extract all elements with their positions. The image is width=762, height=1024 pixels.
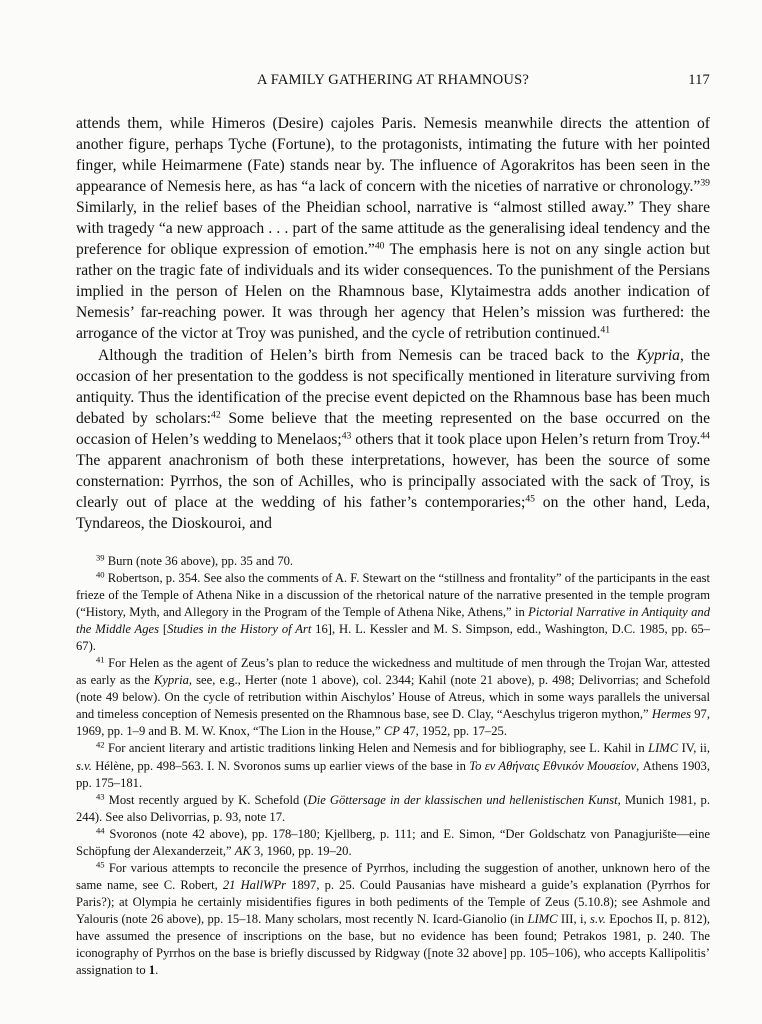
page (76, 72, 710, 979)
footnote-41: $^{41}$ For Helen as the agent of Zeus’s plan to reduce the wickedness and multitude of men through the Trojan War, attested as early as the Kypria, see, e.g., Herter (note 1 above), col. 2344; Kahil (note 21 above), p. 498; Delivorrias; and Schefold (note 49 below). On the cycle of retribution within Aischylos’ House of Atreus, which in some ways parallels the universal and timeless conception of Nemesis presented on the Rhamnous base, see D. Clay, “Aeschylus trigeron mython,” Hermes 97, 1969, pp. 1–9 and B. M. W. Knox, “The Lion in the House,” CP 47, 1952, pp. 17–25. (76, 654, 710, 739)
footnote-45: $^{45}$ For various attempts to reconcile the presence of Pyrrhos, including the suggestion of another, unknown hero of the same name, see C. Robert, 21 HallWPr 1897, p. 25. Could Pausanias have misheard a guide’s explanation (Pyrrhos for Paris?); at Olympia he certainly misidentifies figures in both pediments of the Temple of Zeus (5.10.8); see Ashmole and Yalouris (note 26 above), pp. 15–18. Many scholars, most recently N. Icard-Gianolio (in LIMC III, i, s.v. Epochos II, p. 812), have assumed the presence of inscriptions on the base, but no evidence has been found; Petrakos 1981, p. 240. The iconography of Pyrrhos on the base is briefly discussed by Ridgway ([note 32 above] pp. 105–106), who accepts Kallipolitis’ assignation to 1. (76, 859, 711, 978)
footnote-ref-41[interactable]: 41 (600, 325, 611, 337)
footnote-40: $^{40}$ Robertson, p. 354. See also the comments of A. F. Stewart on the “stillness and frontality” of the participants in the east frieze of the Temple of Athena Nike in a discussion of the rhetorical nature of the narrative presented in the temple program (“History, Myth, and Allegory in the Program of the Temple of Athena Nike, Athens,” in Pictorial Narrative in Antiquity and the Middle Ages [Studies in the History of Art 16], H. L. Kessler and M. S. Simpson, edd., Washington, D.C. 1985, pp. 65–67). (76, 569, 710, 654)
footnote-ref-44[interactable]: 44 (700, 430, 710, 442)
paragraph-1: attends them, while Himeros (Desire) cajoles Paris. Nemesis meanwhile directs the attention of another figure, perhaps Tyche (Fortune), to the protagonists, intimating the future with her pointed finger, while Heimarmene (Fate) stands near by. The influence of Agorakritos has been seen in the appearance of Nemesis here, as has “a lack of concern with the niceties of narrative or chronology.”$^{39}$ Similarly, in the relief bases of the Pheidian school, narrative is “almost stilled away.” They share with tragedy “a new approach . . . part of the same attitude as the generalising ideal tendency and the preference for oblique expression of emotion.”$^{40}$ The emphasis here is not on any single action but rather on the tragic fate of individuals and its wider consequences. To the punishment of the Persians implied in the person of Helen on the Rhamnous base, Klytaimestra adds another indication of Nemesis’ far-reaching power. It was through her agency that Helen’s mission was furthered: the arrogance of the victor at Troy was punished, and the cycle of retribution continued.$^{41}$ (76, 115, 710, 343)
italic-title: Kypria (636, 346, 680, 364)
footnote-ref-45[interactable]: 45 (525, 493, 535, 505)
footnote-ref-43[interactable]: 43 (341, 430, 352, 442)
footnote-42: $^{42}$ For ancient literary and artistic traditions linking Helen and Nemesis and for bibliography, see L. Kahil in LIMC IV, ii, s.v. Hélène, pp. 498–563. I. N. Svoronos sums up earlier views of the base in Το εν Αθήναις Εθνικόν Μουσείον, Athens 1903, pp. 175–181. (76, 739, 710, 790)
page-number: 117 (688, 72, 710, 88)
running-head: A FAMILY GATHERING AT RHAMNOUS? (257, 72, 529, 88)
footnote-ref-42[interactable]: 42 (210, 409, 221, 421)
footnote-43: $^{43}$ Most recently argued by K. Schefold (Die Göttersage in der klassischen und hellenistischen Kunst, Munich 1981, p. 244). See also Delivorrias, p. 93, note 17. (76, 790, 711, 824)
footnote-44: $^{44}$ Svoronos (note 42 above), pp. 178–180; Kjellberg, p. 111; and E. Simon, “Der Goldschatz von Panagjurište—eine Schöpfung der Alexanderzeit,” AK 3, 1960, pp. 19–20. (76, 824, 710, 858)
footnote-ref-40[interactable]: 40 (374, 240, 385, 252)
paragraph-2: Although the tradition of Helen’s birth from Nemesis can be traced back to the Kypria, the occasion of her presentation to the goddess is not specifically mentioned in literature surviving from antiquity. Thus the identification of the precise event depicted on the Rhamnous base has been much debated by scholars:$^{42}$ Some believe that the meeting represented on the base occurred on the occasion of Helen’s wedding to Menelaos;$^{43}$ others that it took place upon Helen’s return from Troy.$^{44}$ The apparent anachronism of both these interpretations, however, has been the source of some consternation: Pyrrhos, the son of Achilles, who is principally associated with the sack of Troy, is clearly out of place at the wedding of his father’s contemporaries;$^{45}$ on the other hand, Leda, Tyndareos, the Dioskouroi, and (76, 346, 711, 532)
footnotes (76, 553, 710, 979)
page-header (76, 72, 710, 94)
main-text (76, 113, 710, 534)
footnote-ref-39[interactable]: 39 (700, 177, 710, 189)
footnote-39: $^{39}$ Burn (note 36 above), pp. 35 and 70. (96, 552, 294, 568)
